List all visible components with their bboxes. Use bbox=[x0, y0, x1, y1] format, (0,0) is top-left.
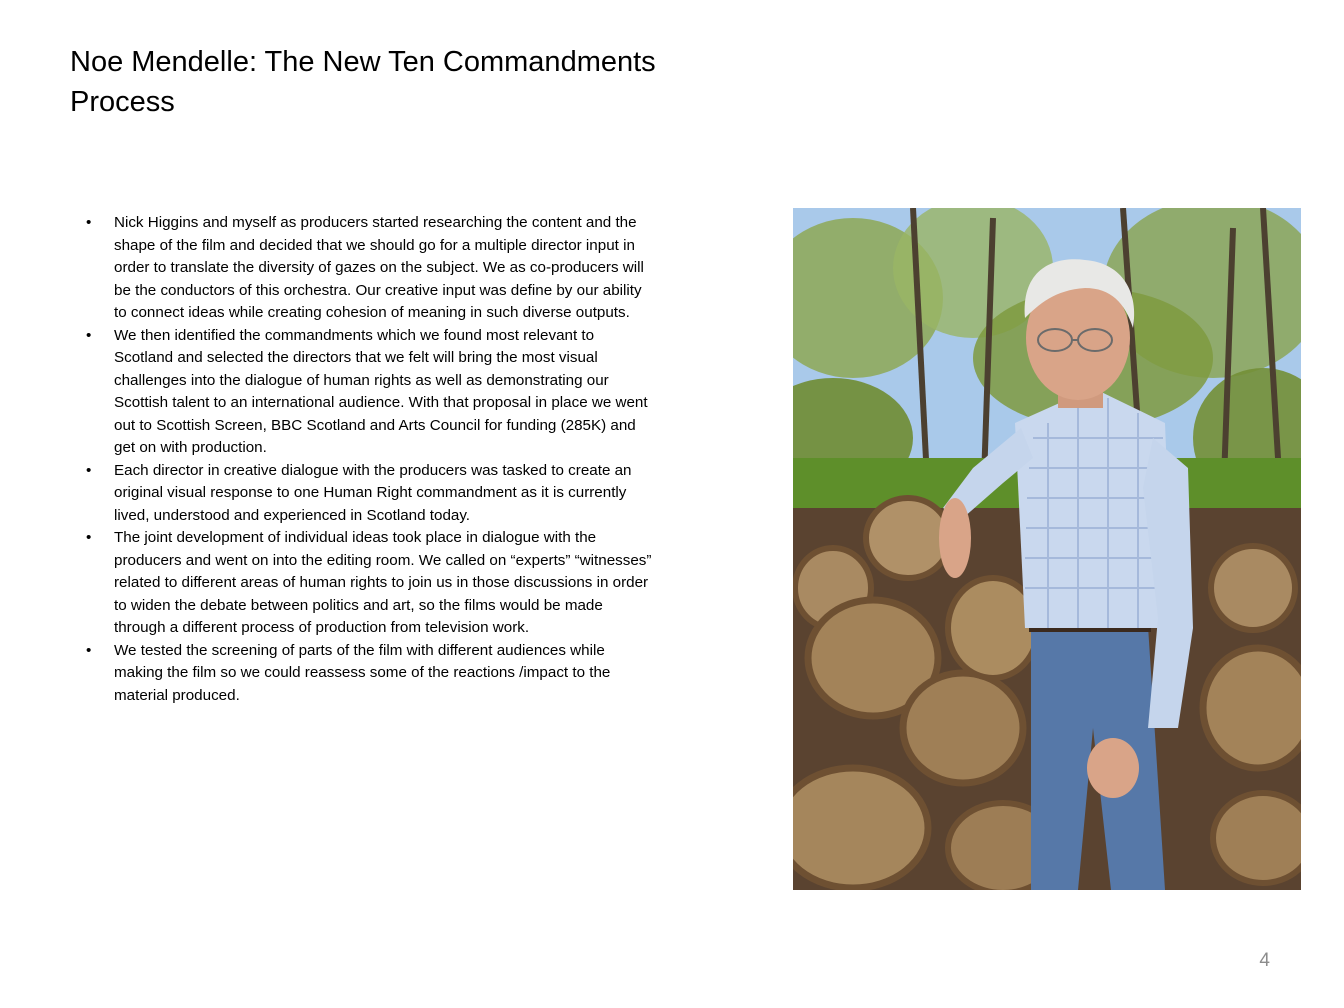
photo-left-hand bbox=[939, 498, 971, 578]
bullet-list bbox=[86, 212, 656, 707]
bullet-item bbox=[86, 640, 656, 708]
bullet-marker: • bbox=[86, 461, 92, 479]
slide-title-line-1: Noe Mendelle: The New Ten Commandments bbox=[70, 46, 656, 78]
bullet-item bbox=[86, 527, 656, 640]
photo-right-hand bbox=[1087, 738, 1139, 798]
bullet-marker: • bbox=[86, 641, 92, 659]
bullet-item bbox=[86, 460, 656, 528]
bullet-item bbox=[86, 325, 656, 460]
bullet-text: We then identified the commandments which we found most relevant to Scotland and selected the directors that we felt will bring the most visual challenges into the dialogue of human rights as well as demonstrating our Scottish talent to an international audience. With that proposal in place we went out to Scottish Screen, BBC Scotland and Arts Council for funding (285K) and get on with production. bbox=[114, 326, 648, 456]
bullet-text: The joint development of individual ideas took place in dialogue with the producers and went on into the editing room. We called on “experts” “witnesses” related to different areas of human rights to join us in those discussions in order to widen the debate between politics and art, so the films would be made through a different process of production from television work. bbox=[114, 529, 652, 636]
slide-title bbox=[70, 42, 770, 122]
bullet-text: Each director in creative dialogue with the producers was tasked to create an original visual response to one Human Right commandment as it is currently lived, understood and experienced in Scotland today. bbox=[114, 461, 632, 524]
bullet-text: Nick Higgins and myself as producers started researching the content and the shape of the film and decided that we should go for a multiple director input in order to translate the diversity of gazes on the subject. We as co-producers will be the conductors of this orchestra. Our creative input was define by our ability to connect ideas while creating cohesion of meaning in such diverse outputs. bbox=[114, 214, 644, 321]
page-number: 4 bbox=[1259, 950, 1270, 971]
bullet-marker: • bbox=[86, 529, 92, 546]
slide-title-line-2: Process bbox=[70, 86, 175, 118]
portrait-photo-illustration bbox=[793, 208, 1301, 890]
portrait-photo bbox=[793, 208, 1301, 890]
bullet-text: We tested the screening of parts of the film with different audiences while making the film so we could reassess some of the reactions /impact to the material produced. bbox=[114, 641, 611, 704]
bullet-item bbox=[86, 212, 656, 325]
bullet-marker: • bbox=[86, 214, 92, 231]
bullet-marker: • bbox=[86, 326, 92, 344]
